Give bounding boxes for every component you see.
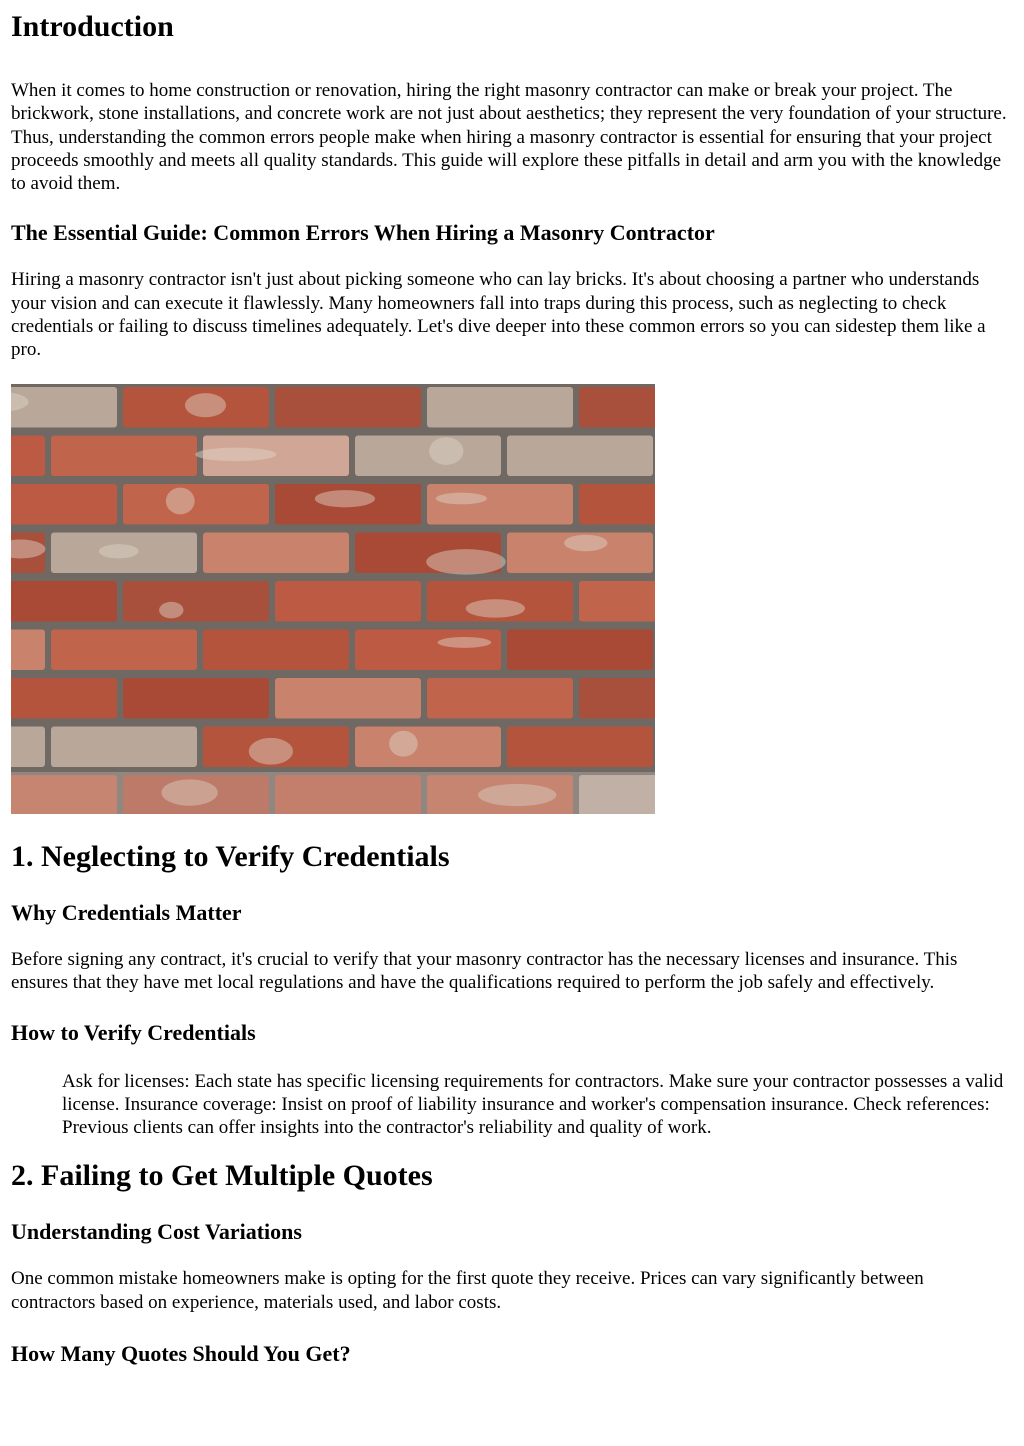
- brick: [11, 484, 117, 525]
- brick: [579, 581, 655, 622]
- brick-wall-image: [11, 384, 655, 814]
- brick: [11, 581, 117, 622]
- section1-sub1: Why Credentials Matter: [11, 899, 242, 925]
- brick: [275, 678, 421, 719]
- brick: [11, 726, 45, 767]
- brick: [427, 678, 573, 719]
- weathering-patch: [99, 544, 139, 558]
- section1-paragraph: Before signing any contract, it's crucial to verify that your masonry contractor has the necessary licenses and insurance. This ensures that they have met local regulations and have the qualifications required to perform the job safely and effectively.: [11, 948, 958, 993]
- brick: [11, 387, 117, 428]
- weathering-patch: [195, 447, 276, 460]
- guide-paragraph: Hiring a masonry contractor isn't just about picking someone who can lay bricks. It's about choosing a partner who understands your vision and can execute it flawlessly. Many homeowners fall into traps during this process, such as neglecting to check credentials or failing to discuss timelines adequately. Let's dive deeper into these common errors so you can sidestep them like a pro.: [11, 269, 986, 361]
- brick: [355, 726, 501, 767]
- brick: [507, 726, 653, 767]
- brick: [427, 387, 573, 428]
- brick: [427, 484, 573, 525]
- weathering-patch: [426, 549, 506, 574]
- brick: [11, 678, 117, 719]
- section2-sub1: Understanding Cost Variations: [11, 1219, 302, 1245]
- brick: [275, 581, 421, 622]
- brick: [579, 484, 655, 525]
- brick: [355, 435, 501, 476]
- section1-sub2: How to Verify Credentials: [11, 1020, 256, 1046]
- guide-heading: The Essential Guide: Common Errors When Hiring a Masonry Contractor: [11, 220, 715, 246]
- section2-paragraph: One common mistake homeowners make is opting for the first quote they receive. Prices can vary significantly between contractors based on experience, materials used, and labor costs.: [11, 1268, 924, 1313]
- brick: [51, 726, 197, 767]
- section1-heading: 1. Neglecting to Verify Credentials: [11, 839, 450, 873]
- weathering-patch: [438, 637, 492, 648]
- weathering-patch: [185, 393, 226, 417]
- credentials-list: Ask for licenses: Each state has specific licensing requirements for contractors. Make sure your contractor possesses a valid license. Insurance coverage: Insist on proof of liability insurance and worker's compensation insurance. Check references: Previous clients can offer insights into the contractor's reliability and quality of work.: [62, 1071, 1004, 1139]
- brick: [11, 629, 45, 670]
- brick: [11, 435, 45, 476]
- weathering-patch: [564, 534, 607, 550]
- brick: [51, 629, 197, 670]
- weathering-patch: [249, 738, 293, 765]
- brick: [203, 532, 349, 573]
- intro-paragraph: When it comes to home construction or renovation, hiring the right masonry contractor can make or break your project. The brickwork, stone installations, and concrete work are not just about aesthetics; they represent the very foundation of your structure. Thus, understanding the common errors people make when hiring a masonry contractor is essential for ensuring that your project proceeds smoothly and meets all quality standards. This guide will explore these pitfalls in detail and arm you with the knowledge to avoid them.: [11, 80, 1007, 195]
- brick: [123, 678, 269, 719]
- brick: [275, 387, 421, 428]
- weathering-patch: [315, 490, 375, 507]
- weathering-patch: [166, 487, 195, 514]
- intro-heading: Introduction: [11, 10, 174, 43]
- brick: [51, 435, 197, 476]
- weathering-patch: [466, 599, 525, 617]
- section2-sub2: How Many Quotes Should You Get?: [11, 1340, 351, 1366]
- brick: [203, 629, 349, 670]
- brick: [355, 629, 501, 670]
- brick: [579, 678, 655, 719]
- weathering-patch: [389, 730, 418, 756]
- mortar-wash: [11, 772, 655, 814]
- brick: [123, 581, 269, 622]
- brick: [507, 629, 653, 670]
- weathering-patch: [159, 602, 183, 618]
- weathering-patch: [436, 492, 487, 504]
- section2-heading: 2. Failing to Get Multiple Quotes: [11, 1159, 433, 1193]
- weathering-patch: [429, 437, 463, 465]
- brick: [507, 435, 653, 476]
- brick: [579, 387, 655, 428]
- brick: [123, 484, 269, 525]
